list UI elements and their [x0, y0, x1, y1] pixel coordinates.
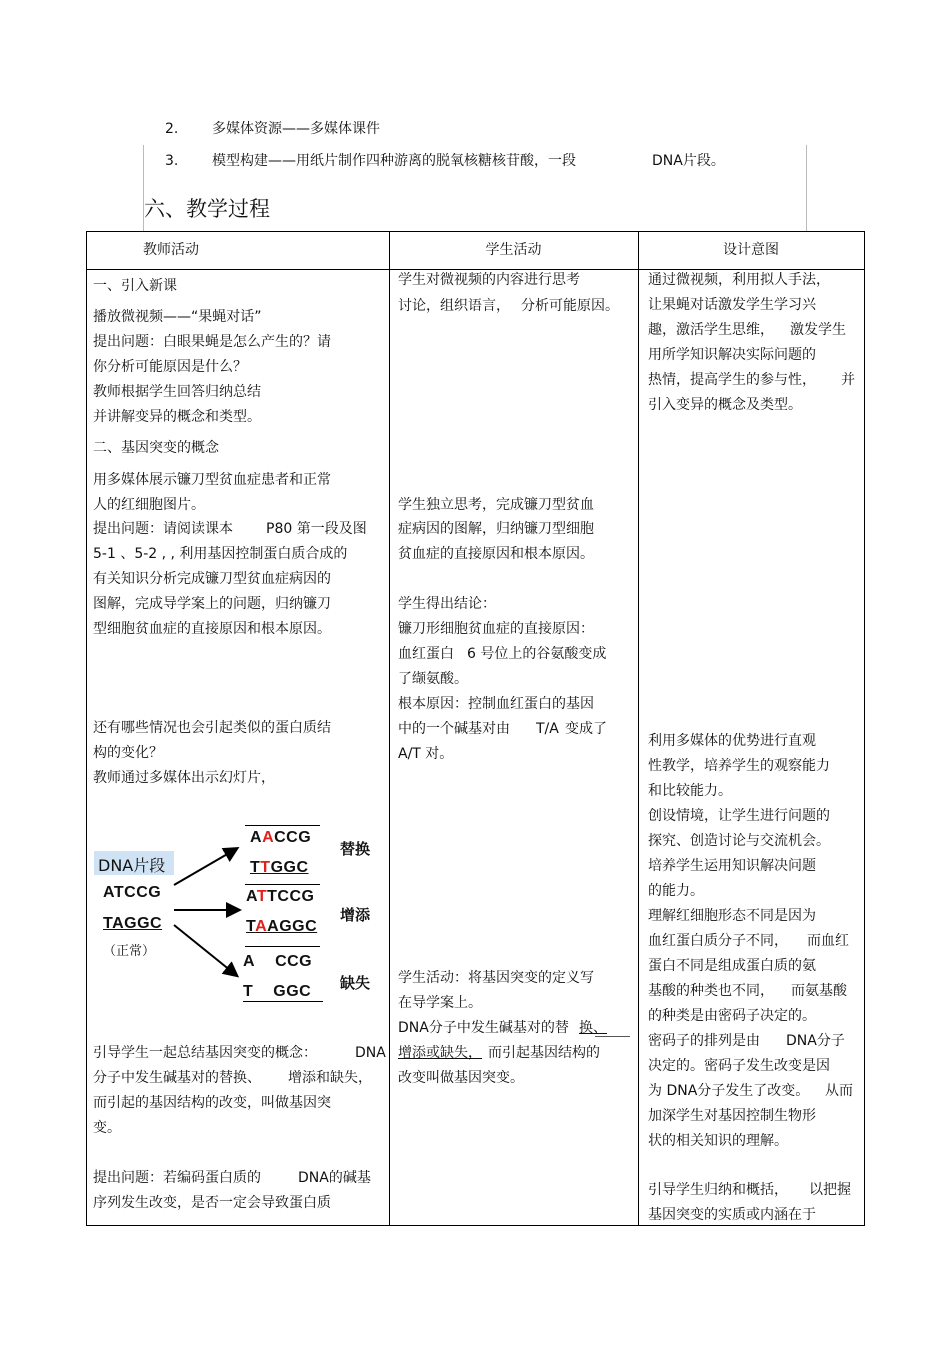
table-divider-1	[389, 231, 390, 1226]
teacher-line: 分子中发生碱基对的替换、	[93, 1070, 261, 1086]
design-line: 理解红细胞形态不同是因为	[648, 908, 816, 924]
design-line: 的能力。	[648, 883, 704, 899]
insertion-label: 增添	[340, 906, 371, 924]
teacher-line: 引导学生一起总结基因突变的概念：	[93, 1045, 317, 1061]
teacher-line: DNA	[355, 1045, 386, 1061]
design-line: 的种类是由密码子决定的。	[648, 1008, 816, 1024]
student-line: DNA分子中发生碱基对的替	[398, 1020, 569, 1036]
design-line: 性教学，培养学生的观察能力	[648, 758, 830, 774]
arrow-substitution	[174, 849, 236, 885]
teacher-line: 提出问题：白眼果蝇是怎么产生的？请	[93, 334, 331, 350]
design-line: 引入变异的概念及类型。	[648, 397, 802, 413]
design-line: 以把握	[809, 1182, 851, 1198]
substitution-label: 替换	[340, 840, 371, 858]
student-line: 症病因的图解，归纳镰刀型细胞	[398, 521, 594, 537]
margin-line-right	[806, 145, 807, 231]
teacher-line: 教师通过多媒体出示幻灯片，	[93, 770, 275, 786]
table-header-border	[86, 269, 865, 270]
teacher-line: 教师根据学生回答归纳总结	[93, 384, 261, 400]
substitution-top-strand: AACCG	[250, 829, 312, 846]
section-title: 六、教学过程	[144, 197, 270, 221]
student-line: 学生对微视频的内容进行思考	[398, 272, 580, 288]
insertion-top-strand: ATTCCG	[246, 888, 315, 905]
student-line: 增添或缺失，	[398, 1045, 482, 1061]
teacher-line: 二、基因突变的概念	[93, 440, 219, 456]
table-border-left	[86, 231, 87, 1226]
student-line: 变成了	[565, 721, 607, 737]
student-line: 改变叫做基因突变。	[398, 1070, 524, 1086]
resource-item-3: 模型构建——用纸片制作四种游离的脱氧核糖核苷酸，一段	[212, 153, 576, 169]
strand-bar	[243, 1001, 323, 1002]
deletion-bottom-strand: T GGC	[243, 983, 312, 1000]
design-line: 用所学知识解决实际问题的	[648, 347, 816, 363]
underline-stroke	[595, 1036, 630, 1037]
arrow-deletion	[174, 925, 236, 975]
teacher-line: 用多媒体展示镰刀型贫血症患者和正常	[93, 472, 331, 488]
student-line: 根本原因：控制血红蛋白的基因	[398, 696, 594, 712]
deletion-top-strand: A CCG	[243, 953, 313, 970]
insertion-bottom-strand: TAAGGC	[246, 918, 318, 935]
design-line: 决定的。密码子发生改变是因	[648, 1058, 830, 1074]
student-line: 学生独立思考，完成镰刀型贫血	[398, 497, 594, 513]
design-line: DNA分子	[786, 1033, 845, 1049]
teacher-line: 构的变化？	[93, 745, 163, 761]
strand-bar	[245, 884, 320, 885]
design-line: 引导学生归纳和概括，	[648, 1182, 788, 1198]
design-line: 血红蛋白质分子不同，	[648, 933, 788, 949]
strand-bar	[245, 825, 320, 826]
teacher-line: 增添和缺失，	[288, 1070, 372, 1086]
list-number-3: 3.	[165, 153, 179, 169]
table-divider-2	[638, 231, 639, 1226]
normal-bottom-strand: TAGGC	[103, 915, 163, 932]
student-line: 讨论，组织语言，	[398, 298, 510, 314]
design-line: 让果蝇对话激发学生学习兴	[648, 297, 816, 313]
student-line: 而引起基因结构的	[488, 1045, 600, 1061]
design-line: 蛋白不同是组成蛋白质的氨	[648, 958, 816, 974]
student-line: T/A	[536, 721, 559, 737]
teacher-line: 你分析可能原因是什么？	[93, 359, 247, 375]
student-line: A/T 对。	[398, 746, 454, 762]
table-bottom-border	[86, 1225, 865, 1226]
teacher-line: 而引起的基因结构的改变，叫做基因突	[93, 1095, 331, 1111]
header-student: 学生活动	[485, 242, 542, 258]
student-line: 6 号位上的谷氨酸变成	[467, 646, 607, 662]
teacher-line: 变。	[93, 1120, 121, 1136]
teacher-line: DNA的碱基	[298, 1170, 371, 1186]
design-line: 密码子的排列是由	[648, 1033, 760, 1049]
design-line: 热情，提高学生的参与性，	[648, 372, 816, 388]
student-line: 血红蛋白	[398, 646, 454, 662]
teacher-line: 型细胞贫血症的直接原因和根本原因。	[93, 621, 331, 637]
student-line: 分析可能原因。	[521, 298, 619, 314]
student-line: 了缬氨酸。	[398, 671, 468, 687]
teacher-line: 提出问题：请阅读课本	[93, 521, 233, 537]
design-line: 加深学生对基因控制生物形	[648, 1108, 816, 1124]
student-line: 学生得出结论：	[398, 596, 496, 612]
teacher-line: 提出问题：若编码蛋白质的	[93, 1170, 261, 1186]
resource-item-3-tail: DNA片段。	[652, 153, 725, 169]
mutation-arrows	[170, 835, 250, 985]
design-line: 状的相关知识的理解。	[648, 1133, 788, 1149]
design-line: 和比较能力。	[648, 783, 732, 799]
list-number-2: 2.	[165, 121, 179, 137]
teacher-line: 序列发生改变，是否一定会导致蛋白质	[93, 1195, 331, 1211]
teacher-line: P80 第一段及图	[266, 521, 367, 537]
student-line: 贫血症的直接原因和根本原因。	[398, 546, 594, 562]
design-line: 基酸的种类也不同，	[648, 983, 774, 999]
teacher-line: 播放微视频——“果蝇对话”	[93, 309, 262, 325]
student-line: 镰刀形细胞贫血症的直接原因：	[398, 621, 594, 637]
design-line: 利用多媒体的优势进行直观	[648, 733, 816, 749]
resource-item-2: 多媒体资源——多媒体课件	[212, 121, 380, 137]
design-line: 为 DNA分子发生了改变。	[648, 1083, 810, 1099]
header-design: 设计意图	[723, 242, 779, 258]
teacher-line: 图解，完成导学案上的问题，归纳镰刀	[93, 596, 331, 612]
design-line: 而血红	[807, 933, 849, 949]
deletion-label: 缺失	[340, 974, 371, 992]
design-line: 培养学生运用知识解决问题	[648, 858, 816, 874]
design-line: 并	[841, 372, 855, 388]
design-line: 创设情境，让学生进行问题的	[648, 808, 830, 824]
teacher-line: 有关知识分析完成镰刀型贫血症病因的	[93, 571, 331, 587]
normal-label: （正常）	[103, 944, 156, 959]
table-border-right	[864, 231, 865, 1226]
student-line: 在导学案上。	[398, 995, 482, 1011]
teacher-line: 还有哪些情况也会引起类似的蛋白质结	[93, 720, 331, 736]
teacher-line: 5-1 、5-2 , , 利用基因控制蛋白质合成的	[93, 546, 348, 562]
design-line: 通过微视频，利用拟人手法，	[648, 272, 830, 288]
teacher-line: 并讲解变异的概念和类型。	[93, 409, 261, 425]
design-line: 基因突变的实质或内涵在于	[648, 1207, 816, 1223]
design-line: 探究、创造讨论与交流机会。	[648, 833, 830, 849]
student-line: 换、	[579, 1020, 607, 1036]
normal-top-strand: ATCCG	[103, 884, 162, 901]
substitution-bottom-strand: TTGGC	[250, 859, 309, 876]
student-line: 中的一个碱基对由	[398, 721, 510, 737]
teacher-line: 人的红细胞图片。	[93, 497, 205, 513]
design-line: 从而	[825, 1083, 853, 1099]
design-line: 而氨基酸	[791, 983, 847, 999]
strand-bar	[245, 946, 320, 947]
design-line: 激发学生	[790, 322, 846, 338]
student-line: 学生活动：将基因突变的定义写	[398, 970, 594, 986]
teacher-line: 一、引入新课	[93, 278, 177, 294]
header-teacher: 教师活动	[143, 242, 199, 258]
design-line: 趣，激活学生思维，	[648, 322, 774, 338]
dna-fragment-title: DNA片段	[98, 856, 166, 875]
